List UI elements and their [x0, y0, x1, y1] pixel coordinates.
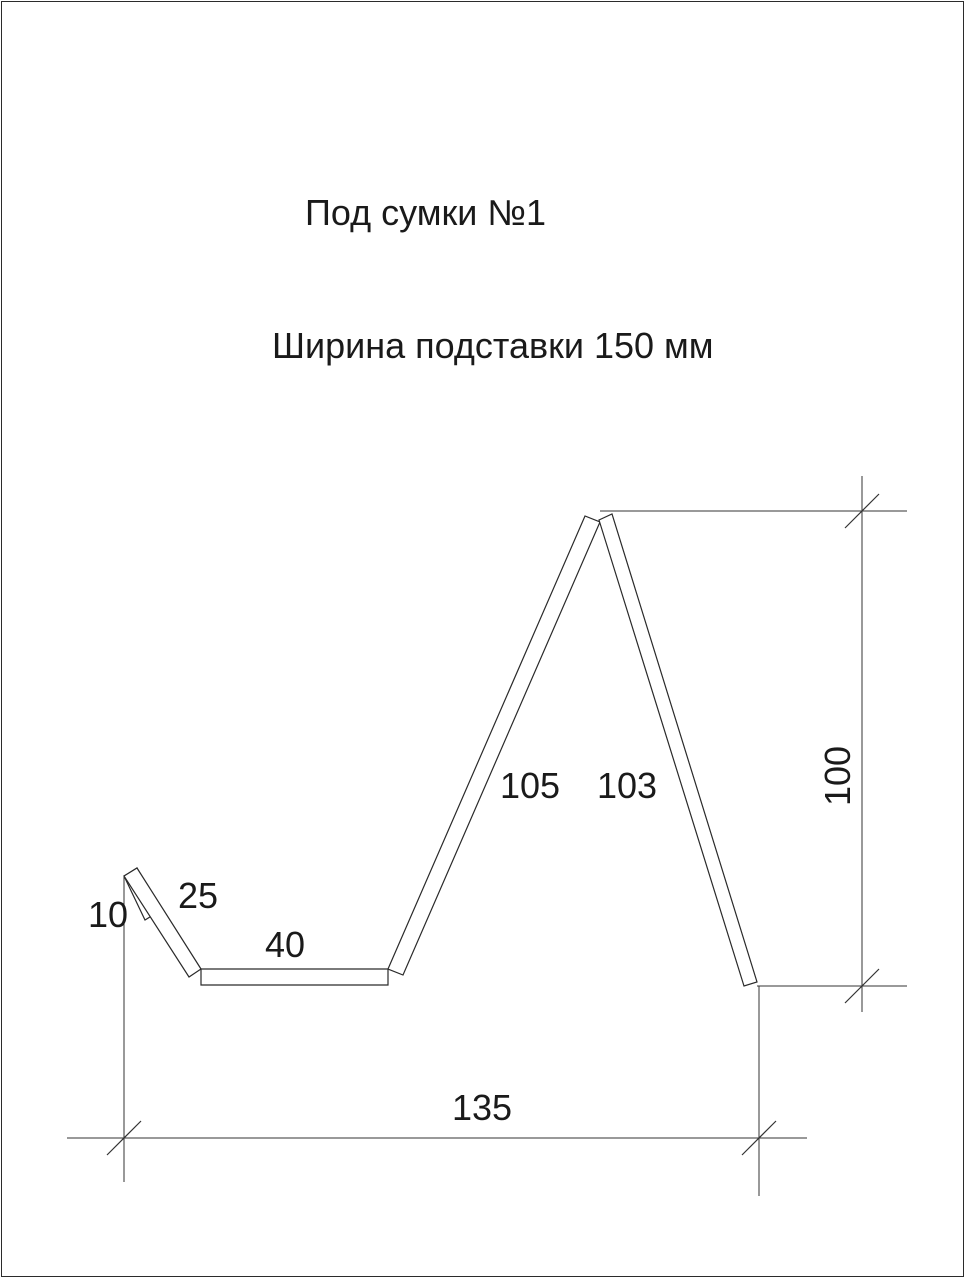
dim-lip-label: 10: [88, 894, 129, 935]
base-segment: [201, 969, 388, 985]
drawing-subtitle: Ширина подставки 150 мм: [272, 325, 714, 366]
drawing-title: Под сумки №1: [305, 192, 546, 233]
dim-short-wing-label: 25: [178, 875, 219, 916]
rising-wall-segment: [388, 516, 600, 975]
dim-width-label: 135: [452, 1087, 513, 1128]
dim-falling-wall-label: 103: [597, 765, 658, 806]
dim-base-label: 40: [265, 924, 306, 965]
dim-height-label: 100: [817, 745, 858, 806]
falling-wall-segment: [599, 514, 757, 986]
dim-rising-wall-label: 105: [500, 765, 561, 806]
